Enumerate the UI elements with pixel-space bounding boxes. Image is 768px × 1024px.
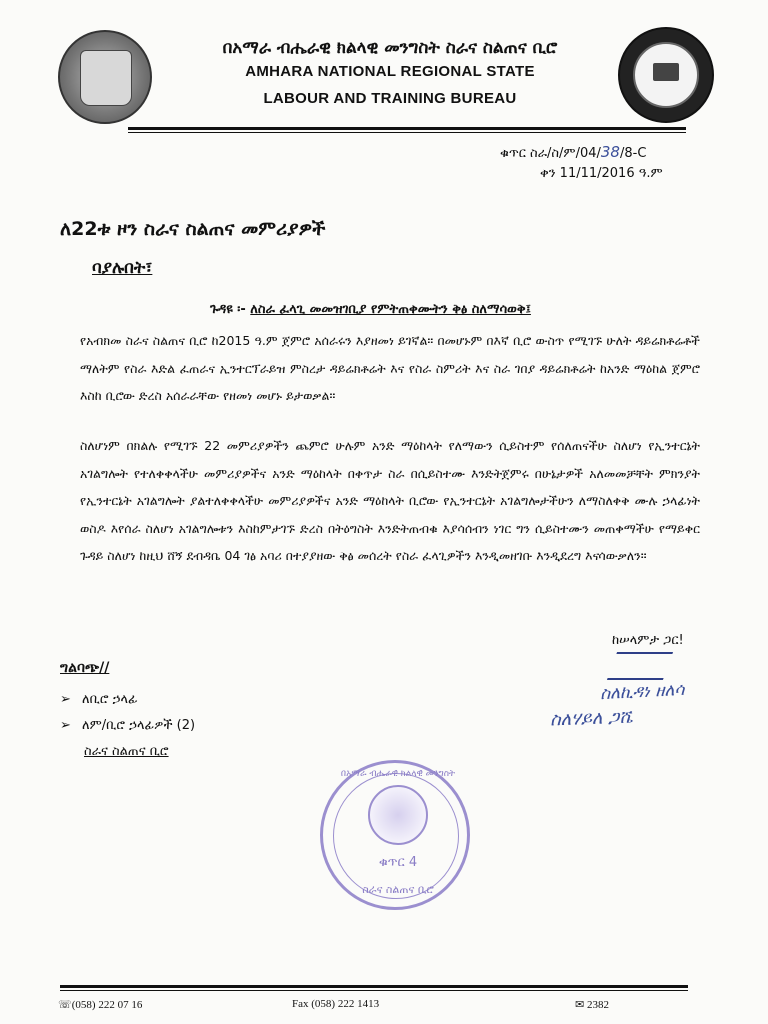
header-divider-thin	[128, 132, 686, 133]
reference-number	[500, 143, 646, 161]
footer-divider-thin	[60, 990, 688, 991]
reference-label: ቁጥር ስራ/ስ/ም/04/	[500, 146, 601, 161]
cc-item-label: ለም/ቢሮ ኃላፊዎች (2)	[82, 718, 196, 733]
footer-fax: Fax (058) 222 1413	[292, 998, 380, 1010]
regional-emblem-logo	[58, 30, 152, 124]
cc-item	[60, 718, 195, 733]
addressee: ለ22ቱ ዞን ስራና ስልጠና መምሪያዎች	[60, 218, 326, 240]
cc-item-label: ለቢሮ ኃላፊ	[82, 692, 138, 707]
cc-footer: ስራና ስልጠና ቢሮ	[84, 744, 169, 759]
footer-phone: ☏(058) 222 07 16	[58, 999, 143, 1011]
header-title-line2: LABOUR AND TRAINING BUREAU	[263, 90, 517, 107]
reference-suffix: /8-C	[619, 146, 647, 161]
cc-item	[60, 692, 138, 707]
body-paragraph-2: ስለሆነም በክልሉ የሚገኙ 22 መምሪያዎችን ጨምሮ ሁሉም አንድ ማዕከላት የለማውን ሲይስተም የሰለጠናችሁ ስለሆነ የኢንተርኔት አገልግሎት የተለቀቀላችሁ መምሪያዎችና አንድ ማዕከላት በቀጥታ ስራ በሲይስተሙ እንድትጀምሩ በሁኔታዎች አለመመቻቸት ምክንያት የኢንተርኔት አገልግሎት ያልተለቀቀላችሁ መምሪያዎችና አንድ ማዕከላት ቢሮው የኢንተርኔት አገልግሎታችሁን ለማስለቀቅ ሙሉ ኃላፊነት ወስዶ እየሰራ ስለሆነ አገልግሎቱን እስከምታገኙ ድረስ በትዕግስት እንድትጠብቁ እያሳሰብን ነገር ግን ሲይስተሙን መጠቀማችሁ የማይቀር ጉዳይ ስለሆነ ከዚህ ሸኝ ደብዳቤ 04 ገፅ አባሪ በተያያዘው ቅፅ መሰረት የስራ ፈላጊዎችን እንዲመዘገቡ እንዲደረግ እናሳውቃለን።	[80, 438, 700, 563]
cc-heading: ግልባጭ//	[60, 660, 110, 676]
bureau-logo	[618, 27, 714, 123]
stamp-emblem-icon	[368, 785, 428, 845]
body-paragraph-1: የአብክመ ስራና ስልጠና ቢሮ ከ2015 ዓ.ም ጀምሮ አሰራሩን እያዘመነ ይገኛል። በመሆኑም በእኛ ቢሮ ውስጥ የሚገኙ ሁለት ዳይሬክቶሬቶች ማለትም የስራ እድል ፈጠራና ኢንተርፕራይዝ ምስረታ ዳይሬክቶሬት እና የስራ ስምሪት እና ስራ ገበያ ዳይሬክቶሬት ከአንድ ማዕከል ጀምሮ እስከ ቢሮው ድረስ አሰራራቸው የዘመነ መሆኑ ይታወቃል።	[80, 333, 700, 403]
subject-label: ጉዳዩ ፡-	[210, 302, 251, 317]
footer-pobox: ✉ 2382	[575, 999, 609, 1011]
footer-divider	[60, 985, 688, 988]
closing: ከሠላምታ ጋር!	[612, 633, 684, 648]
reference-handwritten: 38	[600, 143, 620, 161]
arrow-bullet-icon: ➢	[60, 692, 71, 707]
header-title-line1: AMHARA NATIONAL REGIONAL STATE	[245, 63, 535, 80]
stamp-bottom-text: ስራና ስልጠና ቢሮ	[362, 883, 434, 896]
stamp-top-text: በአማራ ብሔራዊ ክልላዊ መንግስት	[340, 769, 456, 779]
header-title-amharic: በአማራ ብሔራዊ ክልላዊ መንግስት ስራና ስልጠና ቢሮ	[222, 38, 558, 58]
signature-scrawl	[607, 652, 673, 680]
subject-line	[210, 302, 531, 317]
letter-date: ቀን 11/11/2016 ዓ.ም	[540, 166, 663, 181]
subject-text: ለስራ ፈላጊ መመዝገቢያ የምትጠቀሙትን ቅፅ ስለማሳወቅ፤	[250, 302, 531, 317]
stamp-number: ቁጥር 4	[378, 855, 418, 870]
arrow-bullet-icon: ➢	[60, 718, 71, 733]
header-divider	[128, 127, 686, 130]
signature-line-2: ስለሃይለ ጋሼ	[549, 706, 633, 731]
official-stamp	[320, 760, 470, 910]
salutation: ባያሉበት፣	[92, 258, 153, 278]
signature-line-1: ስለኪዳነ ዘለሳ	[599, 679, 685, 705]
